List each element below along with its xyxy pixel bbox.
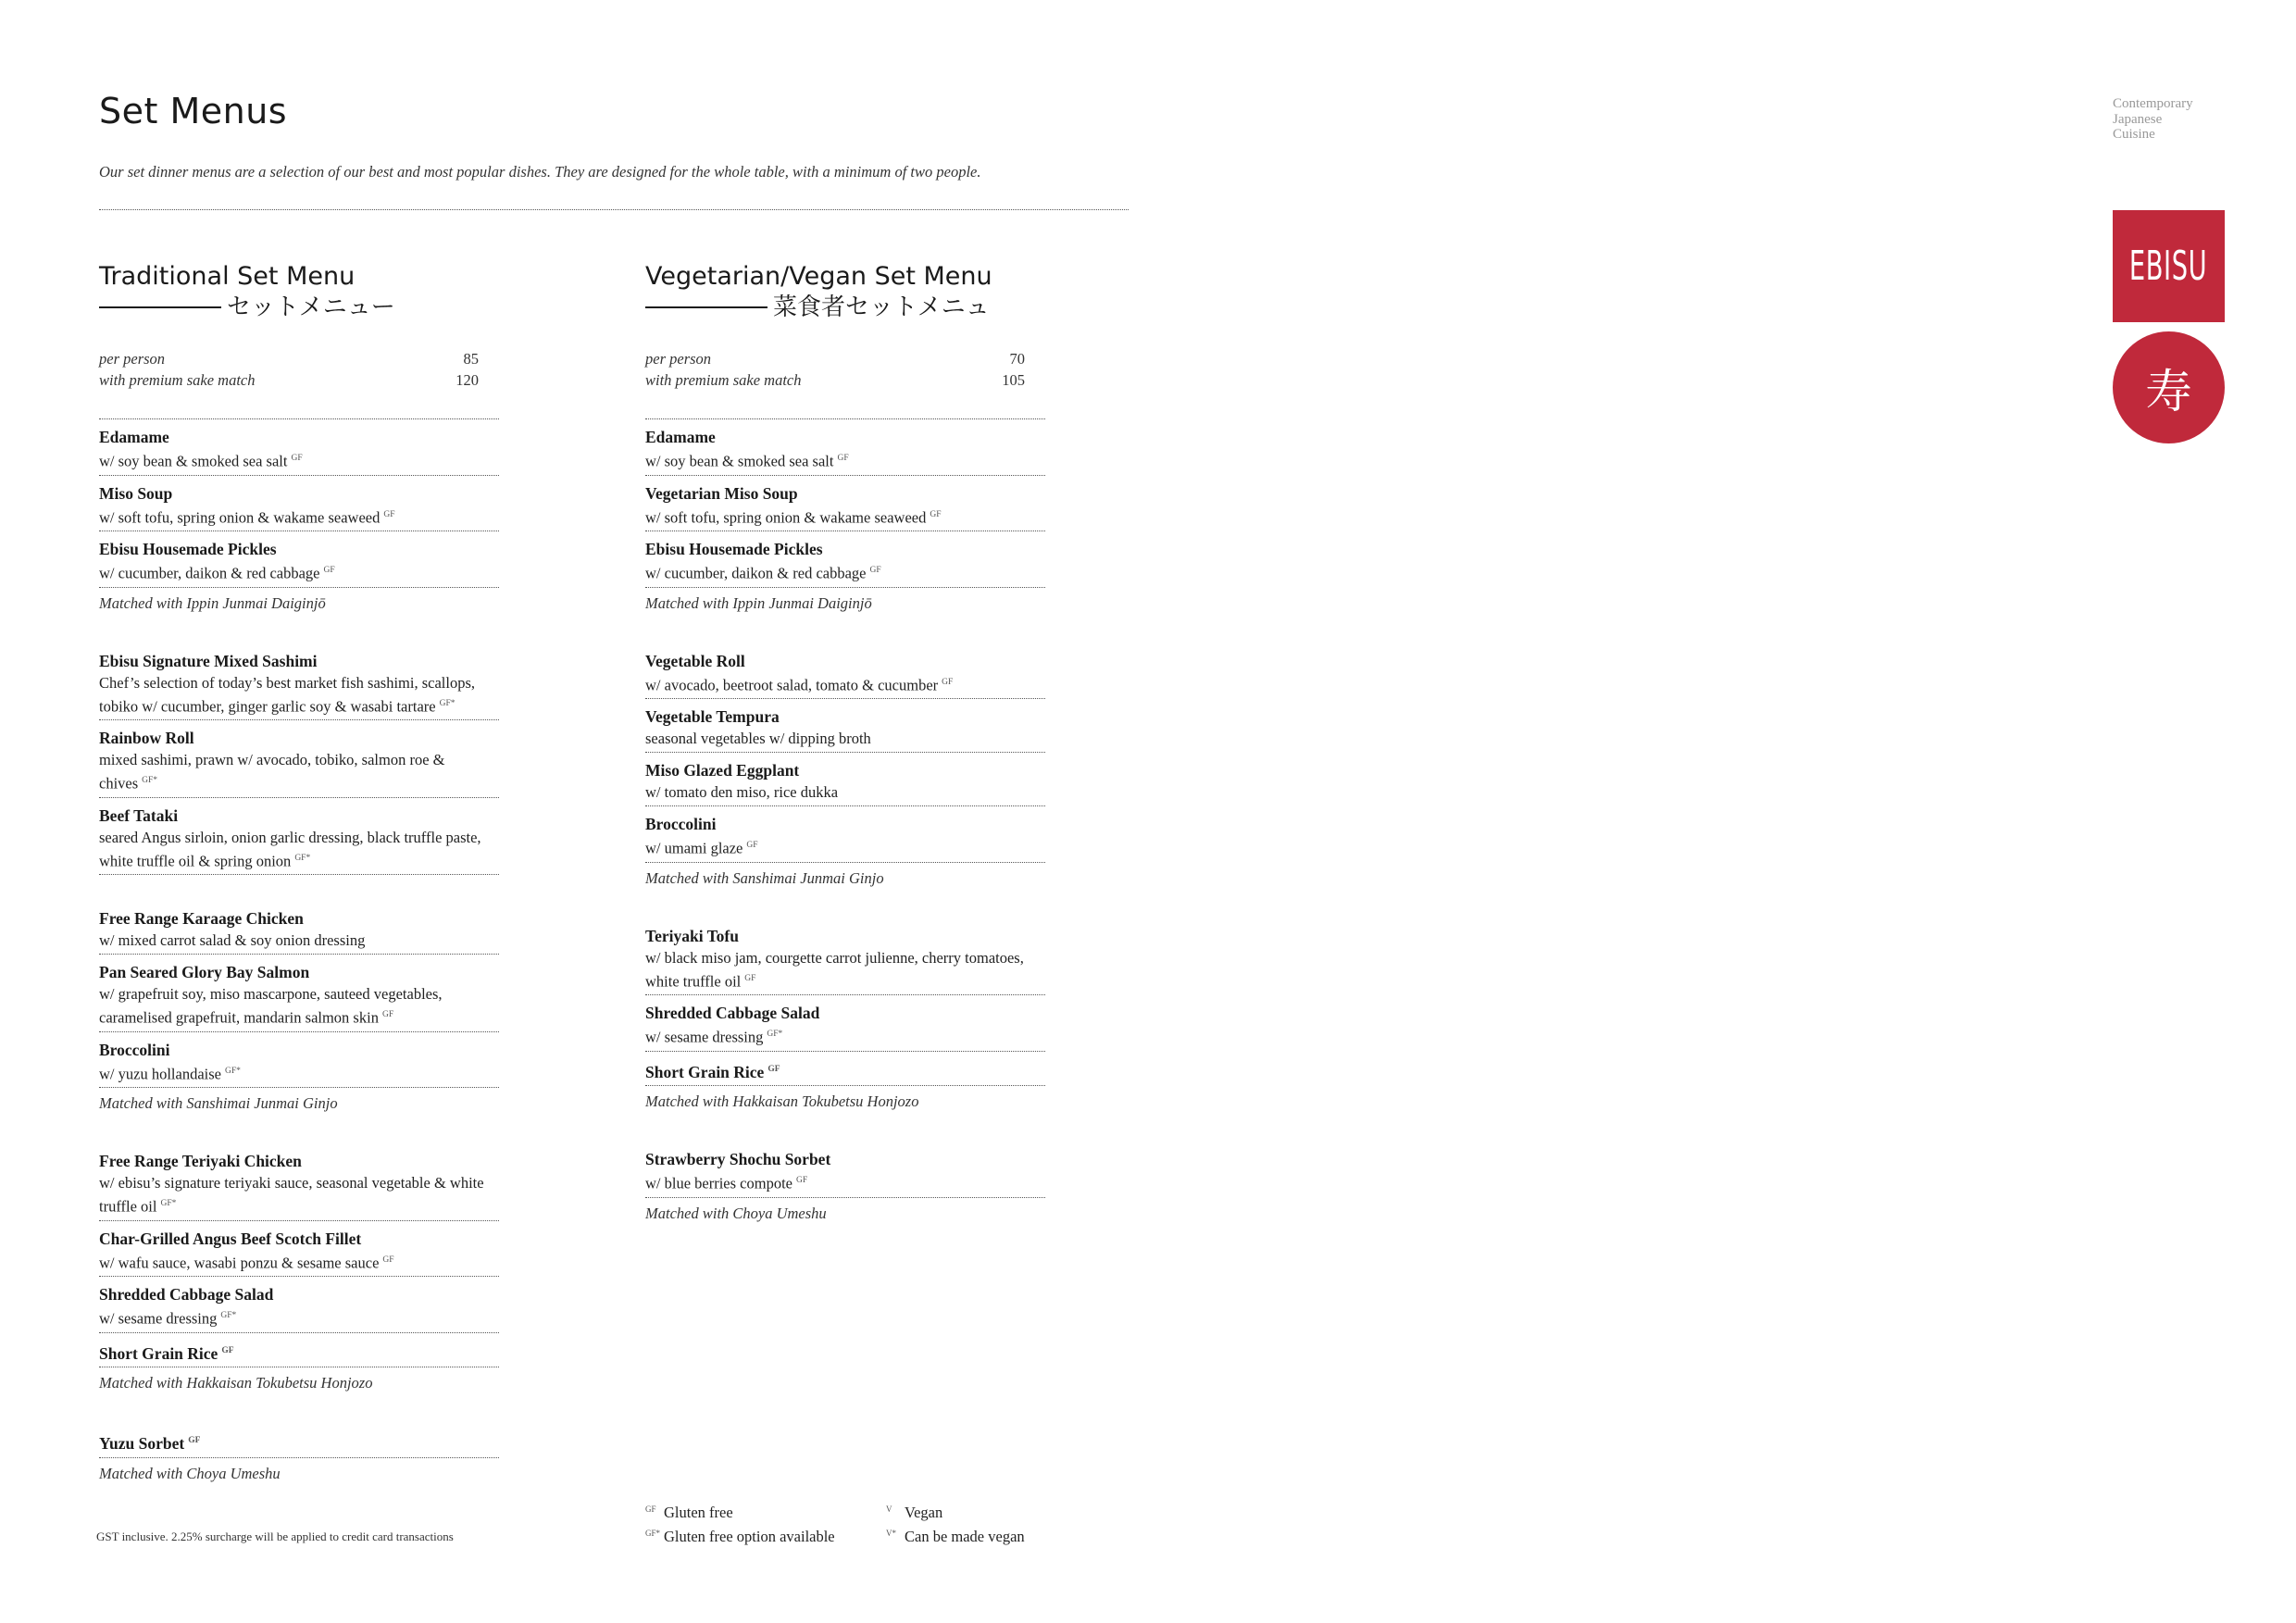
item-name-text: Rainbow Roll: [99, 729, 194, 747]
dietary-tag: GF: [942, 677, 954, 687]
item-name: [99, 1284, 499, 1305]
dietary-tag: GF*: [294, 853, 311, 863]
menu-item: [645, 643, 1045, 700]
menu-item: [99, 955, 499, 1032]
ebisu-logo: [2113, 210, 2225, 322]
item-name: [99, 1151, 499, 1172]
item-description-text: w/ blue berries compote: [645, 1174, 792, 1192]
item-name-text: Ebisu Signature Mixed Sashimi: [99, 651, 318, 670]
item-description-text: w/ tomato den miso, rice dukka: [645, 783, 839, 801]
item-name: [99, 651, 499, 672]
item-name-text: Shredded Cabbage Salad: [645, 1004, 820, 1022]
menu-item: [99, 798, 499, 876]
menu-item: [99, 1032, 499, 1089]
menu-title-japanese: [99, 293, 499, 322]
menu-item: [645, 476, 1045, 532]
item-name-text: Short Grain Rice: [645, 1062, 765, 1081]
item-description: [99, 1172, 499, 1217]
menu-items: [99, 418, 499, 1488]
price-label: with premium sake match: [645, 371, 802, 389]
kotobuki-seal-icon: [2113, 331, 2225, 443]
course-group: [645, 1142, 1045, 1228]
item-description: [645, 1024, 1045, 1048]
price-value: 120: [455, 371, 479, 389]
legend-label: Gluten free: [664, 1504, 733, 1521]
legend-symbol: GF*: [645, 1529, 661, 1538]
dietary-tag: GF: [869, 566, 881, 575]
item-name-text: Char-Grilled Angus Beef Scotch Fillet: [99, 1229, 362, 1248]
item-description: [645, 672, 1045, 696]
course-group: [645, 918, 1045, 1117]
item-name: [645, 706, 1045, 728]
item-description-text: w/ soft tofu, spring onion & wakame seaweed: [645, 508, 927, 526]
item-name: [99, 427, 499, 448]
item-name: [645, 483, 1045, 505]
menu-item: [645, 806, 1045, 863]
menu-item: [99, 1221, 499, 1278]
brand-tagline: [2113, 96, 2193, 143]
item-description-text: w/ soy bean & smoked sea salt: [645, 452, 834, 470]
sake-match: Matched with Hakkaisan Tokubetsu Honjozo: [645, 1092, 919, 1111]
item-name-text: Vegetarian Miso Soup: [645, 483, 798, 503]
item-description-text: w/ avocado, beetroot salad, tomato & cucumber: [645, 676, 939, 693]
dietary-tag: GF*: [142, 776, 158, 785]
menu-item: [99, 1143, 499, 1221]
dietary-tag: GF*: [439, 698, 455, 708]
course-group: [645, 419, 1045, 618]
menu-item: [645, 699, 1045, 753]
course-group: [645, 643, 1045, 893]
legend-row: [645, 1502, 835, 1526]
menu-title: Traditional Set Menu: [99, 262, 356, 291]
item-description: [99, 827, 499, 872]
course-group: [99, 901, 499, 1117]
tagline-line: Cuisine: [2113, 127, 2155, 142]
menu-title-japanese: [645, 293, 1045, 322]
item-description: [645, 448, 1045, 472]
item-description-text: w/ mixed carrot salad & soy onion dressing: [99, 931, 366, 949]
dietary-tag: GF: [930, 509, 942, 519]
item-description: [99, 1305, 499, 1330]
item-description: [645, 505, 1045, 529]
item-name-text: Miso Glazed Eggplant: [645, 761, 800, 780]
traditional-menu-column: [99, 261, 499, 1488]
price-list: [645, 348, 1025, 391]
item-name: [645, 539, 1045, 560]
price-value: 85: [463, 350, 479, 368]
item-name-text: Strawberry Shochu Sorbet: [645, 1150, 831, 1169]
item-description-text: w/ black miso jam, courgette carrot julienne, cherry tomatoes, white truffle oil: [645, 948, 1024, 990]
item-name-text: Pan Seared Glory Bay Salmon: [99, 963, 310, 981]
item-description: [645, 728, 1045, 749]
menu-items: [645, 418, 1045, 1228]
item-name-text: Edamame: [99, 428, 169, 446]
item-name-text: Vegetable Roll: [645, 651, 745, 670]
item-description: [99, 1061, 499, 1085]
menu-item: [99, 419, 499, 476]
menu-item: [645, 1052, 1045, 1087]
intro-text: Our set dinner menus are a selection of our best and most popular dishes. They are designed for the whole table, with a minimum of two people.: [99, 163, 981, 181]
item-name: [645, 427, 1045, 448]
item-name: [99, 1040, 499, 1061]
course-group: [99, 1423, 499, 1488]
menu-item: [99, 643, 499, 721]
item-description-text: w/ soft tofu, spring onion & wakame seaweed: [99, 508, 381, 526]
sake-match: Matched with Choya Umeshu: [99, 1465, 281, 1483]
logo-kanji: 寿: [2145, 364, 2192, 418]
item-name: [99, 1430, 499, 1454]
item-name: [99, 908, 499, 930]
dietary-tag: GF: [383, 509, 395, 519]
japanese-title-text: セットメニュー: [227, 293, 395, 321]
legend-symbol: GF: [645, 1504, 656, 1514]
item-description-text: w/ wafu sauce, wasabi ponzu & sesame sauce: [99, 1254, 380, 1271]
item-name-text: Broccolini: [99, 1040, 170, 1059]
item-description: [99, 930, 499, 951]
price-label: per person: [99, 350, 166, 368]
sake-match: Matched with Ippin Junmai Daiginjō: [645, 593, 872, 612]
item-name: [99, 1341, 499, 1365]
item-description: [645, 947, 1045, 993]
item-description-text: w/ cucumber, daikon & red cabbage: [99, 564, 320, 582]
item-description: [99, 505, 499, 529]
item-description-text: w/ umami glaze: [645, 839, 743, 857]
item-description: [645, 560, 1045, 584]
menu-item: [645, 995, 1045, 1052]
sake-match: Matched with Hakkaisan Tokubetsu Honjozo: [99, 1374, 373, 1392]
dietary-tag: GF: [796, 1176, 808, 1186]
price-value: 70: [1009, 350, 1025, 368]
item-name-text: Beef Tataki: [99, 805, 179, 825]
item-name: [99, 483, 499, 505]
item-name-text: Ebisu Housemade Pickles: [99, 540, 277, 558]
vegetarian-menu-column: [645, 261, 1045, 1228]
dietary-tag: GF: [767, 1064, 780, 1074]
price-value: 105: [1002, 371, 1025, 389]
page-title: Set Menus: [99, 91, 288, 131]
item-description: [645, 781, 1045, 803]
menu-item: [99, 531, 499, 588]
item-description-text: seasonal vegetables w/ dipping broth: [645, 730, 871, 747]
legend-label: Gluten free option available: [664, 1528, 835, 1545]
dietary-tag: GF: [746, 841, 758, 850]
course-group: [99, 419, 499, 618]
sake-match: Matched with Ippin Junmai Daiginjō: [99, 593, 326, 612]
dietary-tag: GF*: [160, 1199, 177, 1208]
gst-note: GST inclusive. 2.25% surcharge will be applied to credit card transactions: [96, 1529, 454, 1543]
item-description-text: w/ yuzu hollandaise: [99, 1065, 221, 1082]
legend-symbol: V*: [886, 1529, 896, 1538]
course-group: [99, 643, 499, 876]
item-description: [99, 1250, 499, 1274]
dietary-tag: GF*: [767, 1030, 783, 1039]
item-name: [645, 651, 1045, 672]
item-name: [99, 805, 499, 827]
legend-label: Can be made vegan: [905, 1528, 1025, 1545]
dietary-tag: GF*: [224, 1066, 241, 1076]
item-name-text: Shredded Cabbage Salad: [99, 1285, 274, 1304]
legend-row: [886, 1526, 1025, 1550]
item-description-text: mixed sashimi, prawn w/ avocado, tobiko, salmon roe & chives: [99, 751, 445, 793]
sake-match: Matched with Sanshimai Junmai Ginjo: [99, 1094, 338, 1112]
price-label: per person: [645, 350, 712, 368]
dietary-tag: GF: [381, 1010, 394, 1019]
item-description: [99, 749, 499, 794]
menu-item: [99, 1333, 499, 1368]
menu-title: Vegetarian/Vegan Set Menu: [645, 262, 992, 291]
dietary-tag: GF: [837, 454, 849, 463]
item-description-text: w/ ebisu’s signature teriyaki sauce, seasonal vegetable & white truffle oil: [99, 1174, 484, 1216]
sake-match: Matched with Choya Umeshu: [645, 1204, 827, 1222]
menu-item: [99, 720, 499, 798]
dietary-tag: GF: [744, 973, 756, 983]
vegan-legend: [886, 1502, 1025, 1550]
item-name: [645, 926, 1045, 947]
item-name: [645, 760, 1045, 781]
item-description-text: w/ sesame dressing: [99, 1309, 218, 1328]
price-label: with premium sake match: [99, 371, 256, 389]
item-description: [99, 448, 499, 472]
title-dash: [99, 306, 221, 308]
item-description-text: Chef’s selection of today’s best market fish sashimi, scallops, tobiko w/ cucumber, ginger garlic soy & wasabi tartare: [99, 673, 476, 715]
item-name: [645, 1149, 1045, 1170]
dietary-tag: GF: [188, 1436, 201, 1446]
item-name: [645, 1003, 1045, 1024]
menu-item: [645, 753, 1045, 806]
legend-row: [886, 1502, 1025, 1526]
price-row: [645, 348, 1025, 369]
price-row: [645, 369, 1025, 391]
menu-item: [645, 918, 1045, 996]
menu-item: [645, 419, 1045, 476]
sake-match: Matched with Sanshimai Junmai Ginjo: [645, 868, 884, 887]
menu-item: [99, 1277, 499, 1333]
item-name-text: Ebisu Housemade Pickles: [645, 540, 823, 558]
item-name: [99, 962, 499, 983]
item-description: [99, 983, 499, 1029]
price-row: [99, 348, 479, 369]
item-name-text: Broccolini: [645, 815, 717, 833]
price-list: [99, 348, 479, 391]
item-name-text: Free Range Karaage Chicken: [99, 909, 304, 928]
course-group: [99, 1143, 499, 1397]
item-name-text: Short Grain Rice: [99, 1343, 218, 1363]
item-description: [645, 835, 1045, 859]
item-name-text: Yuzu Sorbet: [99, 1434, 185, 1454]
item-name-text: Miso Soup: [99, 483, 173, 503]
item-description-text: w/ grapefruit soy, miso mascarpone, sauteed vegetables, caramelised grapefruit, mandarin salmon skin: [99, 985, 443, 1027]
menu-item: [645, 531, 1045, 588]
dietary-tag: GF: [323, 566, 335, 575]
item-description-text: seared Angus sirloin, onion garlic dressing, black truffle paste, white truffle oil & spring onion: [99, 828, 481, 869]
menu-item: [99, 1423, 499, 1458]
item-description: [645, 1170, 1045, 1194]
item-name-text: Free Range Teriyaki Chicken: [99, 1152, 302, 1170]
item-name: [99, 728, 499, 749]
logo-text: EBISU: [2129, 243, 2208, 290]
price-row: [99, 369, 479, 391]
item-name: [645, 1059, 1045, 1083]
dietary-tag: GF: [221, 1345, 234, 1355]
tagline-line: Japanese: [2113, 111, 2163, 127]
legend-label: Vegan: [905, 1504, 943, 1521]
dietary-tag: GF: [382, 1255, 394, 1265]
item-name: [99, 1229, 499, 1250]
item-description-text: w/ soy bean & smoked sea salt: [99, 452, 288, 470]
divider: [99, 209, 1129, 210]
item-description: [99, 560, 499, 584]
item-name-text: Teriyaki Tofu: [645, 926, 739, 945]
item-description: [99, 672, 499, 718]
dietary-tag: GF*: [220, 1311, 237, 1320]
title-dash: [645, 306, 767, 308]
item-name: [99, 539, 499, 560]
menu-item: [99, 476, 499, 532]
item-name-text: Edamame: [645, 428, 716, 446]
tagline-line: Contemporary: [2113, 96, 2193, 111]
item-description-text: w/ cucumber, daikon & red cabbage: [645, 564, 867, 582]
japanese-title-text: 菜食者セットメニュ: [773, 293, 990, 321]
menu-item: [645, 1142, 1045, 1198]
dietary-legend: [645, 1502, 835, 1550]
item-description-text: w/ sesame dressing: [645, 1028, 764, 1046]
item-name-text: Vegetable Tempura: [645, 707, 780, 726]
legend-row: [645, 1526, 835, 1550]
dietary-tag: GF: [291, 454, 303, 463]
legend-symbol: V: [886, 1504, 892, 1514]
menu-item: [99, 901, 499, 955]
item-name: [645, 814, 1045, 835]
